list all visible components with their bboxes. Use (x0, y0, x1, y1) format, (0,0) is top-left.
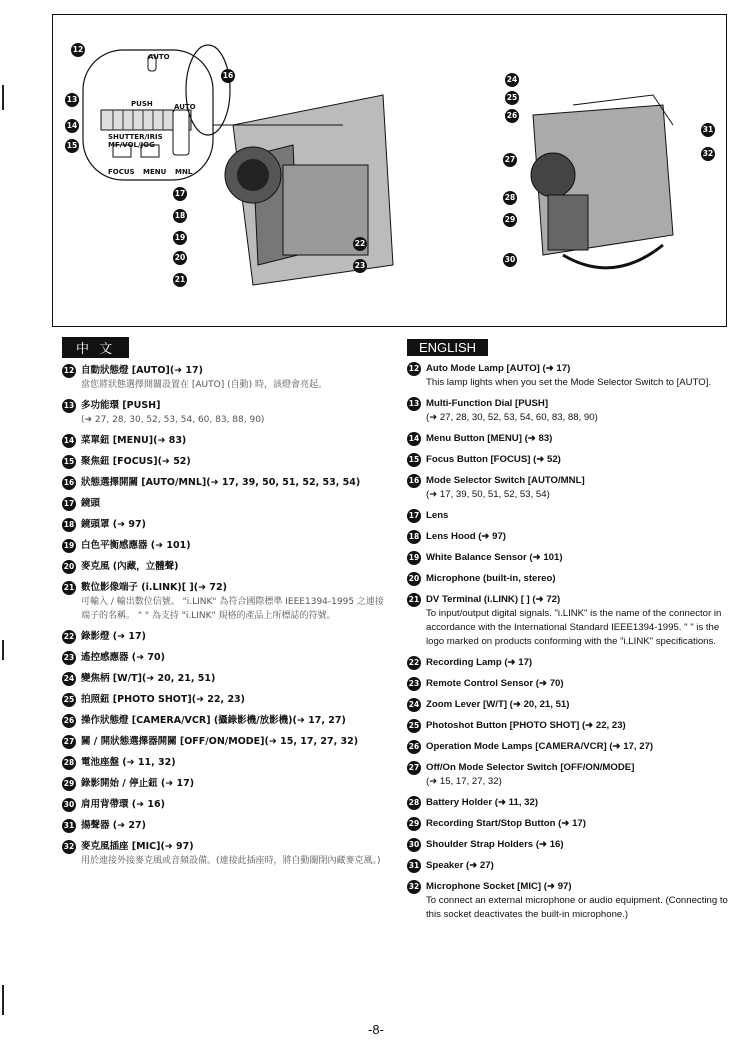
margin-mark (2, 985, 4, 1015)
callout-18: 18 (173, 209, 187, 223)
list-item (407, 817, 737, 831)
list-item (407, 593, 737, 649)
item-number: 14 (407, 432, 421, 446)
callout-23: 23 (353, 259, 367, 273)
item-number: 25 (407, 719, 421, 733)
list-item (62, 476, 384, 490)
list-item (407, 838, 737, 852)
item-number: 22 (407, 656, 421, 670)
item-title: Microphone (built-in, stereo) (426, 573, 556, 584)
item-number: 28 (62, 756, 76, 770)
list-item (407, 509, 737, 523)
item-title: Operation Mode Lamps [CAMERA/VCR] (➜ 17, 27) (426, 741, 654, 752)
dial-label-mf: MF/VOL/JOG (108, 141, 155, 149)
item-description: 用於連接外接麥克風或音頻設備。(連接此插座時，將自動關閉內藏麥克風。) (81, 856, 381, 866)
item-title: Multi-Function Dial [PUSH] (426, 398, 549, 409)
callout-31: 31 (701, 123, 715, 137)
item-number: 13 (62, 399, 76, 413)
item-number: 25 (62, 693, 76, 707)
list-item (407, 656, 737, 670)
english-item-list (407, 362, 737, 922)
list-item (407, 880, 737, 922)
item-number: 30 (62, 798, 76, 812)
list-item (407, 761, 737, 789)
item-number: 21 (62, 581, 76, 595)
callout-14: 14 (65, 119, 79, 133)
callout-17: 17 (173, 187, 187, 201)
list-item (62, 539, 384, 553)
item-title: Auto Mode Lamp [AUTO] (➜ 17) (426, 363, 571, 374)
list-item (62, 735, 384, 749)
item-number: 21 (407, 593, 421, 607)
item-number: 31 (62, 819, 76, 833)
item-number: 32 (407, 880, 421, 894)
list-item (62, 399, 384, 427)
list-item (407, 474, 737, 502)
item-number: 24 (407, 698, 421, 712)
item-number: 30 (407, 838, 421, 852)
item-number: 28 (407, 796, 421, 810)
item-description: To input/output digital signals. "i.LINK" is the name of the connector in accordance with the International Standard IEEE1394-1995. " " is the logo marked on products conforming with the "i.LINK" specifications. (426, 608, 722, 647)
item-number: 12 (62, 364, 76, 378)
list-item (62, 497, 384, 511)
callout-15: 15 (65, 139, 79, 153)
item-title: 自動狀態燈 [AUTO](➜ 17) (81, 365, 203, 376)
item-number: 16 (407, 474, 421, 488)
list-item (62, 693, 384, 707)
item-number: 22 (62, 630, 76, 644)
callout-32: 32 (701, 147, 715, 161)
list-item (407, 362, 737, 390)
item-title: Menu Button [MENU] (➜ 83) (426, 433, 553, 444)
item-description: To connect an external microphone or audio equipment. (Connecting to this socket deactivates the built-in microphone.) (426, 895, 728, 920)
callout-26: 26 (505, 109, 519, 123)
english-header: ENGLISH (407, 339, 488, 356)
item-number: 23 (62, 651, 76, 665)
callout-13: 13 (65, 93, 79, 107)
item-title: 多功能環 [PUSH] (81, 400, 161, 411)
list-item (407, 432, 737, 446)
item-number: 12 (407, 362, 421, 376)
list-item (407, 453, 737, 467)
item-title: 白色平衡感應器 (➜ 101) (81, 540, 191, 551)
item-title: 鏡頭 (81, 498, 101, 509)
list-item (407, 572, 737, 586)
item-description: This lamp lights when you set the Mode Selector Switch to [AUTO]. (426, 377, 712, 388)
list-item (62, 455, 384, 469)
margin-mark (2, 85, 4, 110)
item-title: 電池座盤 (➜ 11, 32) (81, 757, 176, 768)
list-item (407, 740, 737, 754)
list-item (407, 677, 737, 691)
item-title: 聚焦鈕 [FOCUS](➜ 52) (81, 456, 191, 467)
callout-24: 24 (505, 73, 519, 87)
dial-label-auto: AUTO (148, 53, 170, 61)
dial-label-mnl: MNL (175, 168, 193, 176)
item-description: (➜ 27, 28, 30, 52, 53, 54, 60, 83, 88, 90) (81, 415, 265, 425)
list-item (62, 819, 384, 833)
item-number: 26 (407, 740, 421, 754)
item-title: 肩用背帶環 (➜ 16) (81, 799, 165, 810)
list-item (62, 777, 384, 791)
item-title: 操作狀態燈 [CAMERA/VCR] (攝錄影機/放影機)(➜ 17, 27) (81, 715, 346, 726)
list-item (407, 698, 737, 712)
item-title: Microphone Socket [MIC] (➜ 97) (426, 881, 572, 892)
dial-label-menu: MENU (143, 168, 167, 176)
chinese-item-list (62, 364, 384, 868)
item-number: 17 (407, 509, 421, 523)
dial-label-push: PUSH (131, 100, 153, 108)
item-title: 鏡頭罩 (➜ 97) (81, 519, 146, 530)
item-title: Off/On Mode Selector Switch [OFF/ON/MODE] (426, 762, 635, 773)
list-item (407, 397, 737, 425)
item-title: Photoshot Button [PHOTO SHOT] (➜ 22, 23) (426, 720, 626, 731)
item-number: 20 (407, 572, 421, 586)
list-item (62, 560, 384, 574)
item-title: Recording Lamp (➜ 17) (426, 657, 533, 668)
callout-12: 12 (71, 43, 85, 57)
item-title: 變焦柄 [W/T](➜ 20, 21, 51) (81, 673, 216, 684)
list-item (62, 756, 384, 770)
callout-29: 29 (503, 213, 517, 227)
item-title: 遙控感應器 (➜ 70) (81, 652, 165, 663)
callout-28: 28 (503, 191, 517, 205)
camera-illustration (52, 14, 727, 327)
item-title: Remote Control Sensor (➜ 70) (426, 678, 564, 689)
item-title: Battery Holder (➜ 11, 32) (426, 797, 539, 808)
list-item (62, 630, 384, 644)
list-item (407, 530, 737, 544)
item-number: 27 (62, 735, 76, 749)
item-description: (➜ 27, 28, 30, 52, 53, 54, 60, 83, 88, 90) (426, 412, 598, 423)
item-title: 關 / 開狀態選擇器開關 [OFF/ON/MODE](➜ 15, 17, 27, 32) (81, 736, 359, 747)
item-number: 20 (62, 560, 76, 574)
callout-20: 20 (173, 251, 187, 265)
item-title: Lens Hood (➜ 97) (426, 531, 506, 542)
item-number: 27 (407, 761, 421, 775)
dial-label-focus: FOCUS (108, 168, 135, 176)
callout-16: 16 (221, 69, 235, 83)
item-number: 23 (407, 677, 421, 691)
list-item (407, 796, 737, 810)
item-number: 15 (407, 453, 421, 467)
item-number: 13 (407, 397, 421, 411)
item-number: 18 (62, 518, 76, 532)
page-number: -8- (368, 1022, 384, 1037)
item-title: Shoulder Strap Holders (➜ 16) (426, 839, 564, 850)
item-title: 菜單鈕 [MENU](➜ 83) (81, 435, 187, 446)
list-item (62, 672, 384, 686)
item-title: DV Terminal (i.LINK) [ ] (➜ 72) (426, 594, 561, 605)
item-description: (➜ 15, 17, 27, 32) (426, 776, 502, 787)
item-title: 錄影燈 (➜ 17) (81, 631, 146, 642)
list-item (62, 840, 384, 868)
item-number: 14 (62, 434, 76, 448)
chinese-column (62, 337, 384, 875)
item-number: 15 (62, 455, 76, 469)
item-description: 可輸入 / 輸出數位信號。 "i.LINK" 為符合國際標準 IEEE1394-1995 之連接端子的名稱。 " " 為支持 "i.LINK" 規格的產品上所標誌的符號。 (81, 597, 384, 621)
list-item (62, 364, 384, 392)
callout-21: 21 (173, 273, 187, 287)
item-title: Zoom Lever [W/T] (➜ 20, 21, 51) (426, 699, 570, 710)
item-number: 19 (62, 539, 76, 553)
item-number: 24 (62, 672, 76, 686)
callout-19: 19 (173, 231, 187, 245)
item-title: Recording Start/Stop Button (➜ 17) (426, 818, 586, 829)
item-title: 拍照鈕 [PHOTO SHOT](➜ 22, 23) (81, 694, 246, 705)
item-title: Mode Selector Switch [AUTO/MNL] (426, 475, 585, 486)
item-number: 26 (62, 714, 76, 728)
margin-mark (2, 640, 4, 660)
item-title: 狀態選擇開關 [AUTO/MNL](➜ 17, 39, 50, 51, 52, 53, 54) (81, 477, 361, 488)
item-title: White Balance Sensor (➜ 101) (426, 552, 563, 563)
callout-25: 25 (505, 91, 519, 105)
callout-30: 30 (503, 253, 517, 267)
item-number: 31 (407, 859, 421, 873)
item-description: 當您將狀態選擇開關設置在 [AUTO] (自動) 時，該燈會亮起。 (81, 380, 327, 390)
item-description: (➜ 17, 39, 50, 51, 52, 53, 54) (426, 489, 550, 500)
item-title: Focus Button [FOCUS] (➜ 52) (426, 454, 561, 465)
item-title: 數位影像端子 (i.LINK)[ ](➜ 72) (81, 582, 227, 593)
item-number: 18 (407, 530, 421, 544)
item-number: 16 (62, 476, 76, 490)
list-item (62, 714, 384, 728)
item-title: 麥克風插座 [MIC](➜ 97) (81, 841, 194, 852)
english-column (407, 337, 737, 929)
dial-label-auto-switch: AUTO (174, 103, 196, 111)
list-item (407, 859, 737, 873)
dial-label-shutter: SHUTTER/IRIS (108, 133, 163, 141)
list-item (62, 518, 384, 532)
list-item (62, 651, 384, 665)
item-title: 麥克風 (內藏，立體聲) (81, 561, 179, 572)
list-item (407, 719, 737, 733)
item-title: 揚聲器 (➜ 27) (81, 820, 146, 831)
callout-27: 27 (503, 153, 517, 167)
item-number: 29 (62, 777, 76, 791)
item-number: 29 (407, 817, 421, 831)
list-item (62, 434, 384, 448)
callout-22: 22 (353, 237, 367, 251)
list-item (407, 551, 737, 565)
item-title: 錄影開始 / 停止鈕 (➜ 17) (81, 778, 195, 789)
list-item (62, 581, 384, 623)
list-item (62, 798, 384, 812)
item-number: 17 (62, 497, 76, 511)
item-number: 32 (62, 840, 76, 854)
item-number: 19 (407, 551, 421, 565)
chinese-header: 中 文 (62, 337, 129, 358)
item-title: Lens (426, 510, 449, 521)
item-title: Speaker (➜ 27) (426, 860, 494, 871)
